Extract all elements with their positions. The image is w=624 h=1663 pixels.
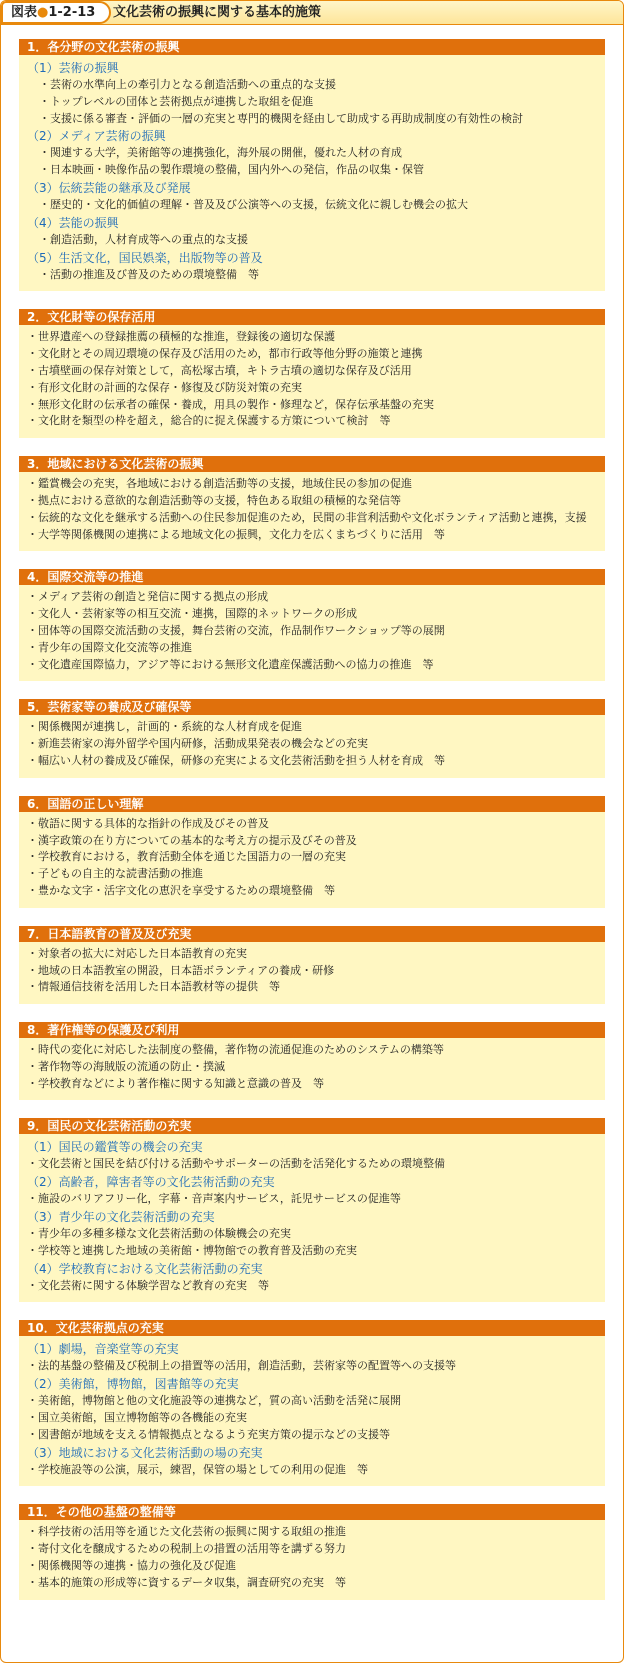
list-item: ・団体等の国際交流活動の支援，舞台芸術の交流，作品制作ワークショップ等の展開 — [27, 623, 445, 637]
subsection-heading: （4）芸能の振興 — [27, 215, 119, 230]
list-item: ・無形文化財の伝承者の確保・養成，用具の製作・修理など，保存伝承基盤の充実 — [27, 397, 434, 411]
figure-title: 文化芸術の振興に関する基本的施策 — [113, 5, 322, 20]
figure-bullet: ● — [37, 5, 49, 20]
list-item: ・文化遺産国際協力，アジア等における無形文化遺産保護活動への協力の推進 等 — [27, 657, 434, 671]
list-item: ・文化芸術と国民を結び付ける活動やサポーターの活動を活発化するための環境整備 — [27, 1157, 445, 1171]
list-item: ・学校等と連携した地域の美術館・博物館での教育普及活動の充実 — [27, 1243, 357, 1257]
section-body — [19, 472, 605, 551]
section-heading: 4．国際交流等の推進 — [19, 569, 605, 585]
item-list — [27, 329, 595, 430]
section-11 — [19, 1504, 605, 1599]
item-list — [27, 1226, 595, 1260]
list-item: ・敬語に関する具体的な指針の作成及びその普及 — [27, 816, 269, 830]
item-list — [27, 1524, 595, 1591]
section-5 — [19, 699, 605, 777]
section-3 — [19, 456, 605, 551]
list-item: ・大学等関係機関の連携による地域文化の振興，文化力を広くまちづくりに活用 等 — [27, 527, 445, 541]
item-list — [27, 267, 595, 284]
subsection-heading: （1）芸術の振興 — [27, 61, 119, 75]
item-list — [27, 589, 595, 673]
section-body — [19, 585, 605, 681]
item-list — [27, 1042, 595, 1092]
section-body — [19, 812, 605, 908]
section-body — [19, 942, 605, 1004]
item-list — [27, 232, 595, 249]
list-item: ・有形文化財の計画的な保存・修復及び防災対策の充実 — [27, 380, 302, 394]
list-item: ・新進芸術家の海外留学や国内研修，活動成果発表の機会などの充実 — [27, 737, 368, 751]
list-item: ・関連する大学，美術館等の連携強化，海外展の開催，優れた人材の育成 — [39, 146, 402, 160]
list-item: ・関係機関等の連携・協力の強化及び促進 — [27, 1559, 236, 1573]
item-list — [27, 816, 595, 900]
section-8 — [19, 1022, 605, 1100]
subsection-heading: （2）高齢者，障害者等の文化芸術活動の充実 — [27, 1175, 275, 1190]
section-10 — [19, 1320, 605, 1486]
subsection-heading: （3）地域における文化芸術活動の場の充実 — [27, 1445, 263, 1460]
section-4 — [19, 569, 605, 681]
section-heading: 8．著作権等の保護及び利用 — [19, 1022, 605, 1038]
section-body — [19, 1038, 605, 1100]
list-item: ・科学技術の活用等を通じた文化芸術の振興に関する取組の推進 — [27, 1525, 346, 1539]
subsection-heading: （1）国民の鑑賞等の機会の充実 — [27, 1140, 203, 1155]
list-item: ・活動の推進及び普及のための環境整備 等 — [39, 267, 259, 281]
item-list — [27, 946, 595, 996]
list-item: ・鑑賞機会の充実，各地域における創造活動等の支援，地域住民の参加の促進 — [27, 477, 412, 491]
list-item: ・拠点における意欲的な創造活動等の支援，特色ある取組の積極的な発信等 — [27, 493, 401, 507]
list-item: ・古墳壁画の保存対策として，高松塚古墳，キトラ古墳の適切な保存及び活用 — [27, 363, 412, 377]
list-item: ・創造活動，人材育成等への重点的な支援 — [39, 232, 248, 246]
list-item: ・メディア芸術の創造と発信に関する拠点の形成 — [27, 590, 269, 604]
list-item: ・トップレベルの団体と芸術拠点が連携した取組を促進 — [39, 94, 314, 108]
section-body — [19, 1336, 605, 1486]
section-body — [19, 1520, 605, 1599]
item-list — [27, 476, 595, 543]
subsection-heading: （1）劇場，音楽堂等の充実 — [27, 1342, 179, 1357]
list-item: ・幅広い人材の養成及び確保，研修の充実による文化芸術活動を担う人材を育成 等 — [27, 753, 445, 767]
list-item: ・図書館が地域を支える情報拠点となるよう充実方策の提示などの支援等 — [27, 1427, 390, 1441]
section-7 — [19, 926, 605, 1004]
item-list — [27, 1462, 595, 1479]
list-item: ・子どもの自主的な読書活動の推進 — [27, 867, 203, 881]
item-list — [27, 197, 595, 214]
item-list — [27, 1278, 595, 1295]
list-item: ・文化芸術に関する体験学習など教育の充実 等 — [27, 1278, 269, 1292]
section-body — [19, 715, 605, 777]
list-item: ・寄付文化を醸成するための税制上の措置の活用等を講ずる努力 — [27, 1542, 346, 1556]
section-heading: 11．その他の基盤の整備等 — [19, 1504, 605, 1520]
subsection-heading: （2）美術館，博物館，図書館等の充実 — [27, 1377, 239, 1392]
list-item: ・文化財を類型の枠を超え，総合的に捉え保護する方策について検討 等 — [27, 414, 391, 428]
section-6 — [19, 796, 605, 908]
subsection-heading: （3）青少年の文化芸術活動の充実 — [27, 1210, 215, 1225]
list-item: ・文化人・芸術家等の相互交流・連携，国際的ネットワークの形成 — [27, 607, 357, 621]
section-body — [19, 325, 605, 438]
list-item: ・文化財とその周辺環境の保存及び活用のため，都市行政等他分野の施策と連携 — [27, 347, 423, 361]
list-item: ・基本的施策の形成等に資するデータ収集，調査研究の充実 等 — [27, 1575, 346, 1589]
subsection-heading: （3）伝統芸能の継承及び発展 — [27, 180, 191, 195]
section-2 — [19, 309, 605, 438]
list-item: ・著作物等の海賊版の流通の防止・撲滅 — [27, 1059, 225, 1073]
section-heading: 7．日本語教育の普及及び充実 — [19, 926, 605, 942]
section-heading: 5．芸術家等の養成及び確保等 — [19, 699, 605, 715]
section-heading: 6．国語の正しい理解 — [19, 796, 605, 812]
list-item: ・美術館，博物館と他の文化施設等の連携など，質の高い活動を活発に展開 — [27, 1394, 401, 1408]
subsection-heading: （4）学校教育における文化芸術活動の充実 — [27, 1261, 263, 1276]
list-item: ・情報通信技術を活用した日本語教材等の提供 等 — [27, 980, 280, 994]
list-item: ・漢字政策の在り方についての基本的な考え方の提示及びその普及 — [27, 833, 357, 847]
section-heading: 1．各分野の文化芸術の振興 — [19, 39, 605, 55]
item-list — [27, 1191, 595, 1208]
list-item: ・青少年の多種多様な文化芸術活動の体験機会の充実 — [27, 1227, 291, 1241]
list-item: ・施設のバリアフリー化，字幕・音声案内サービス，託児サービスの促進等 — [27, 1192, 401, 1206]
section-9 — [19, 1118, 605, 1302]
list-item: ・歴史的・文化的価値の理解・普及及び公演等への支援，伝統文化に親しむ機会の拡大 — [39, 197, 468, 211]
list-item: ・豊かな文字・活字文化の恵沢を享受するための環境整備 等 — [27, 883, 335, 897]
figure-number: 1-2-13 — [48, 5, 96, 20]
list-item: ・伝統的な文化を継承する活動への住民参加促進のため，民間の非営利活動や文化ボランティア活動と連携，支援 — [27, 510, 587, 524]
list-item: ・地域の日本語教室の開設，日本語ボランティアの養成・研修 — [27, 963, 335, 977]
item-list — [27, 719, 595, 769]
list-item: ・芸術の水準向上の牽引力となる創造活動への重点的な支援 — [39, 78, 336, 91]
section-heading: 9．国民の文化芸術活動の充実 — [19, 1118, 605, 1134]
section-heading: 3．地域における文化芸術の振興 — [19, 456, 605, 472]
section-heading: 10．文化芸術拠点の充実 — [19, 1320, 605, 1336]
figure-title-bar — [1, 1, 623, 25]
list-item: ・日本映画・映像作品の製作環境の整備，国内外への発信，作品の収集・保管 — [39, 163, 424, 177]
list-item: ・法的基盤の整備及び税制上の措置等の活用，創造活動，芸術家等の配置等への支援等 — [27, 1359, 456, 1373]
sections-container — [19, 39, 605, 1618]
figure-label: 図表 — [11, 5, 38, 20]
list-item: ・支援に係る審査・評価の一層の充実と専門的機関を経由して助成する再助成制度の有効性の検討 — [39, 111, 523, 125]
item-list — [27, 77, 595, 127]
item-list — [27, 1156, 595, 1173]
subsection-heading: （2）メディア芸術の振興 — [27, 129, 166, 144]
list-item: ・関係機関が連携し，計画的・系統的な人材育成を促進 — [27, 720, 302, 734]
list-item: ・青少年の国際文化交流等の推進 — [27, 640, 192, 654]
list-item: ・国立美術館，国立博物館等の各機能の充実 — [27, 1411, 247, 1425]
list-item: ・学校教育などにより著作権に関する知識と意識の普及 等 — [27, 1076, 324, 1090]
list-item: ・対象者の拡大に対応した日本語教育の充実 — [27, 946, 247, 960]
list-item: ・世界遺産への登録推薦の積極的な推進，登録後の適切な保護 — [27, 330, 335, 344]
subsection-heading: （5）生活文化，国民娯楽，出版物等の普及 — [27, 250, 263, 265]
list-item: ・学校施設等の公演，展示，練習，保管の場としての利用の促進 等 — [27, 1462, 368, 1476]
section-1 — [19, 39, 605, 291]
item-list — [27, 1358, 595, 1375]
list-item: ・時代の変化に対応した法制度の整備，著作物の流通促進のためのシステムの構築等 — [27, 1043, 444, 1057]
list-item: ・学校教育における，教育活動全体を通じた国語力の一層の充実 — [27, 850, 346, 864]
section-body — [19, 1134, 605, 1302]
section-heading: 2．文化財等の保存活用 — [19, 309, 605, 325]
section-body — [19, 55, 605, 291]
item-list — [27, 145, 595, 179]
item-list — [27, 1393, 595, 1443]
figure-number-badge — [1, 1, 111, 24]
